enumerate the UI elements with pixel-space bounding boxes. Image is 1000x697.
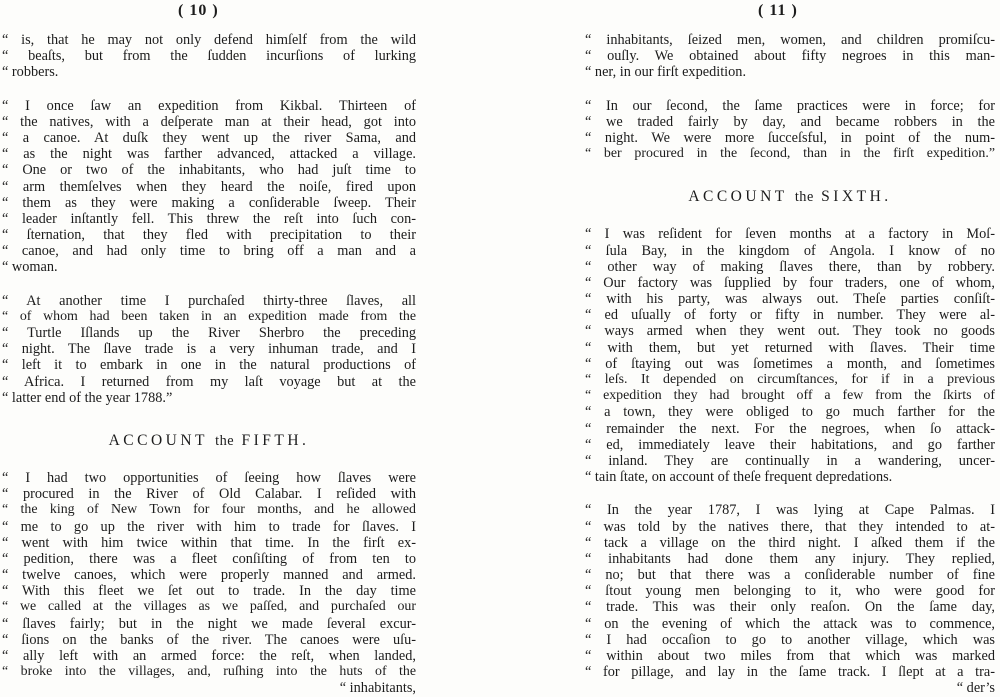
text-line: “ leſs. It depended on circumſtances, for if in a previous [585, 372, 995, 387]
text-line: “ remainder the next. For the negroes, when ſo attack- [585, 420, 995, 437]
text-line: “ Our factory was ſupplied by four traders, one of whom, [585, 274, 995, 291]
text-line: “ I had occaſion to go to another village, which was [585, 631, 995, 648]
heading-ordinal: FIFTH. [241, 431, 310, 449]
text-line: “ a canoe. At duſk they went up the river Sama, and [2, 129, 416, 146]
text-line: “ a town, they were obliged to go much farther for the [585, 404, 995, 421]
text-line: “ ally left with an armed force: the reſt, when landed, [2, 648, 416, 664]
text-line: “ no; but that there was a conſiderable number of fine [585, 567, 995, 584]
text-line: “ At another time I purchaſed thirty-three ſlaves, all [2, 292, 416, 309]
text-line: “ latter end of the year 1788.” [2, 389, 173, 406]
text-line: “ me to go up the river with him to trade for ſlaves. I [2, 518, 416, 535]
paragraph [2, 32, 416, 81]
text-line: “ the king of New Town for four months, and he allowed [2, 502, 416, 518]
text-line: “ expedition they had brought off a few from the ſkirts of [585, 388, 995, 404]
text-line: “ ſlaves fairly; but in the night we made ſeveral excur- [2, 615, 416, 632]
text-line: “ ſions on the banks of the river. The canoes were uſu- [2, 631, 416, 648]
page-body [585, 32, 995, 697]
text-line: “ ner, in our firſt expedition. [585, 64, 747, 81]
text-line: “ the natives, with a deſperate man at their head, got into [2, 113, 416, 130]
text-line: “ With this fleet we ſet out to trade. In the day time [2, 583, 416, 600]
text-line: “ for pillage, and lay in the ſame track. I ſlept at a tra- [585, 664, 995, 681]
text-line: “ canoe, and had only time to bring off a man and a [2, 243, 416, 260]
text-line: “ was told by the natives there, that they intended to at- [585, 518, 995, 535]
text-line: “ leader inſtantly fell. This threw the reſt into ſuch con- [2, 210, 416, 227]
text-line: “ other way of making ſlaves there, than by robbery. [585, 258, 995, 275]
text-line: “ ſternation, that they fled with precipitation to their [2, 227, 416, 244]
paragraph [585, 502, 995, 696]
page-number: ( 11 ) [758, 2, 798, 19]
heading-the: the [215, 432, 235, 449]
text-line: “ I had two opportunities of ſeeing how ſlaves were [2, 469, 416, 486]
text-line: “ tack a village on the third night. I aſked them if the [585, 534, 995, 551]
text-line: “ ed uſually of forty or fifty in number. They were al- [585, 307, 995, 324]
paragraph [2, 98, 416, 276]
text-line: “ with his party, was always out. Theſe parties conſiſt- [585, 291, 995, 308]
text-line: “ procured in the River of Old Calabar. I reſided with [2, 486, 416, 503]
text-line: “ Africa. I returned from my laſt voyage but at the [2, 373, 416, 390]
text-line: “ went with him twice within that time. In the firſt ex- [2, 534, 416, 551]
text-line: “ inhabitants had done them any injury. They replied, [585, 550, 995, 567]
text-line: “ is, that he may not only defend himſelf from the wild [2, 32, 416, 48]
paragraph [585, 32, 995, 81]
paragraph [585, 226, 995, 485]
text-line: “ robbers. [2, 64, 59, 81]
text-line: “ pedition, there was a fleet conſiſting of from ten to [2, 550, 416, 567]
text-line: “ In the year 1787, I was lying at Cape Palmas. I [585, 502, 995, 519]
page-number: ( 10 ) [178, 2, 219, 19]
text-line: “ with them, but yet returned with ſlaves. Their time [585, 339, 995, 356]
page-body [2, 32, 416, 697]
text-line: “ on the evening of which the attack was to commence, [585, 615, 995, 632]
text-line: “ beaſts, but from the ſudden incurſions of lurking [2, 48, 416, 65]
text-line: “ arm themſelves when they heard the noiſe, fired upon [2, 178, 416, 195]
text-line: “ twelve canoes, which were properly manned and armed. [2, 567, 416, 584]
text-line: “ we traded fairly by day, and became robbers in the [585, 113, 995, 130]
text-line: “ Turtle Iſlands up the River Sherbro the preceding [2, 325, 416, 341]
paragraph [2, 470, 416, 697]
text-line: “ as the night was farther advanced, attacked a village. [2, 146, 416, 163]
text-line: “ of ſtaying out was ſometimes a month, and ſometimes [585, 355, 995, 372]
text-line: “ ber procured in the ſecond, than in the firſt expedition.” [585, 146, 995, 162]
text-line: “ In our ſecond, the ſame practices were in force; for [585, 97, 995, 114]
text-line: “ I once ſaw an expedition from Kikbal. Thirteen of [2, 97, 416, 114]
text-line: “ ſtout young men belonging to it, who were good for [585, 583, 995, 600]
catchword: “ der’s [956, 680, 995, 697]
text-line: “ night. We were more ſucceſsful, in point of the num- [585, 129, 995, 146]
text-line: “ night. The ſlave trade is a very inhuman trade, and I [2, 341, 416, 358]
text-line: “ inland. They are continually in a wandering, uncer- [585, 452, 995, 469]
text-line: “ ouſly. We obtained about fifty negroes in this man- [585, 48, 995, 65]
text-line: “ within about two miles from that which was marked [585, 648, 995, 664]
text-line: “ of whom had been taken in an expedition made from the [2, 308, 416, 324]
heading-ordinal: SIXTH. [821, 188, 892, 206]
text-line: “ ed, immediately leave their habitations, and go farther [585, 436, 995, 453]
section-heading [2, 424, 416, 458]
text-line: “ woman. [2, 259, 58, 276]
paragraph [2, 293, 416, 406]
heading-the: the [794, 189, 814, 206]
heading-account: ACCOUNT [688, 188, 788, 206]
text-line: “ tain ſtate, on account of theſe frequent depredations. [585, 469, 893, 486]
text-line: “ ways armed when they went out. They took no goods [585, 323, 995, 340]
text-line: “ One or two of the inhabitants, who had juſt time to [2, 162, 416, 179]
text-line: “ trade. This was their only reaſon. On the ſame day, [585, 599, 995, 616]
paragraph [585, 98, 995, 163]
heading-account: ACCOUNT [108, 431, 208, 449]
text-line: “ I was reſident for ſeven months at a factory in Moſ- [585, 226, 995, 243]
text-line: “ inhabitants, ſeized men, women, and children promiſcu- [585, 32, 995, 48]
right-page [500, 0, 1000, 697]
text-line: “ them as they were making a conſiderable ſweep. Their [2, 194, 416, 211]
text-line: “ ſula Bay, in the kingdom of Angola. I know of no [585, 242, 995, 259]
catchword: “ inhabitants, [339, 680, 416, 697]
section-heading [585, 180, 995, 214]
text-line: “ broke into the villages, and, ruſhing into the huts of the [2, 664, 416, 680]
text-line: “ we called at the villages as we paſſed, and purchaſed our [2, 599, 416, 615]
text-line: “ left it to embark in one in the natural productions of [2, 357, 416, 374]
